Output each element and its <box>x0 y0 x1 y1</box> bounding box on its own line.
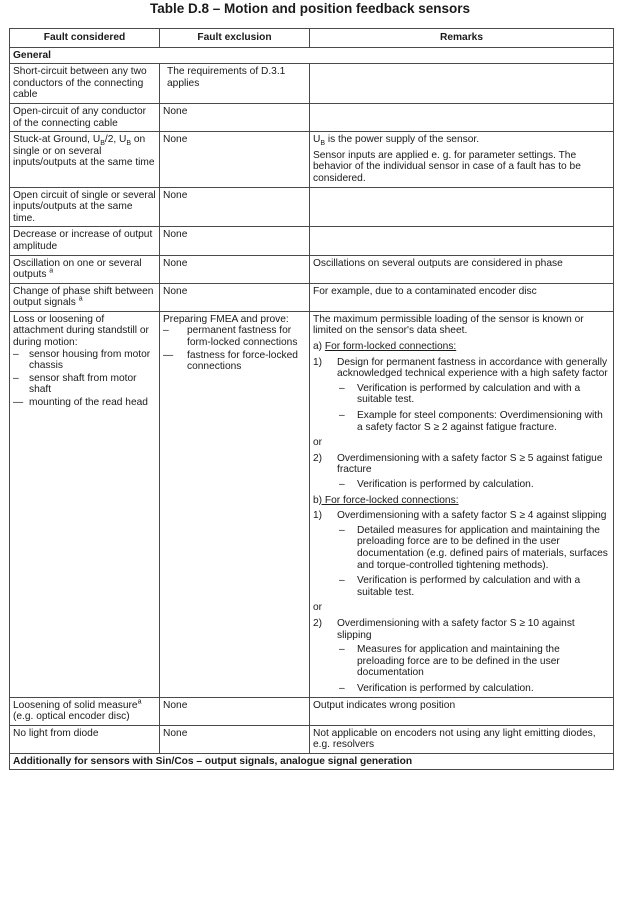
numbered-item <box>313 510 610 522</box>
fault-cell: Decrease or increase of output amplitude <box>10 227 160 255</box>
numbered-item <box>313 453 610 476</box>
list-item-text: permanent fastness for form-locked connections <box>187 325 298 349</box>
remarks-cell <box>310 227 614 255</box>
exclusion-cell: None <box>160 227 310 255</box>
dash-marker: — <box>13 397 24 409</box>
list-item <box>13 349 156 372</box>
table-row-open-circuit <box>10 103 614 131</box>
list-item-text: fastness for force-locked connections <box>187 349 298 373</box>
list-item <box>163 325 306 348</box>
dash-marker: – <box>339 644 345 656</box>
remarks-cell: Output indicates wrong position <box>310 697 614 725</box>
fault-cell <box>10 283 160 311</box>
remarks-cell <box>310 187 614 227</box>
fault-text: Stuck-at Ground, U <box>13 134 101 146</box>
item-number: 2) <box>313 452 323 464</box>
remarks-cell <box>310 132 614 187</box>
fault-text: on single or on several inputs/outputs at the same time <box>13 134 155 169</box>
dash-item <box>337 683 610 695</box>
table-title: Table D.8 – Motion and position feedback sensors <box>149 1 471 16</box>
section-row-general <box>10 47 614 64</box>
exclusion-cell: None <box>160 697 310 725</box>
table-row-loosening <box>10 311 614 697</box>
fault-cell: Short-circuit between any two conductors of the connecting cable <box>10 64 160 104</box>
remarks-cell: For example, due to a contaminated encoder disc <box>310 283 614 311</box>
list-item-text: mounting of the read head <box>29 397 148 409</box>
fault-cell: No light from diode <box>10 725 160 753</box>
dash-text: Measures for application and maintaining the preloading force are to be defined in the user documentation <box>357 644 560 679</box>
table-row-open-single <box>10 187 614 227</box>
dash-item <box>337 525 610 571</box>
list-item <box>13 373 156 396</box>
fault-intro: Loss or loosening of attachment during standstill or during motion: <box>13 313 149 349</box>
fault-text: Change of phase shift between output signals <box>13 285 154 309</box>
item-number: 1) <box>313 356 323 368</box>
remark-text: U <box>313 134 321 146</box>
remarks-cell: Oscillations on several outputs are considered in phase <box>310 255 614 283</box>
dash-text: Verification is performed by calculation. <box>357 479 534 490</box>
dash-item <box>337 644 610 679</box>
subscript: B <box>320 140 326 148</box>
item-text: Overdimensioning with a safety factor S ≥ 10 against slipping <box>337 617 575 641</box>
dash-marker: – <box>339 682 345 694</box>
item-text: Design for permanent fastness in accordance with generally acknowledged technical experience with a high safety factor <box>337 356 608 380</box>
exclusion-cell: None <box>160 255 310 283</box>
fault-cell <box>10 132 160 187</box>
exclusion-intro: Preparing FMEA and prove: <box>163 313 289 325</box>
section-row-additional <box>10 753 614 770</box>
header-fault-exclusion: Fault exclusion <box>160 29 310 48</box>
exclusion-cell: None <box>160 283 310 311</box>
exclusion-cell: None <box>160 132 310 187</box>
dash-marker: – <box>13 372 19 384</box>
table-row-phase-shift <box>10 283 614 311</box>
table-row-short-circuit <box>10 64 614 104</box>
dash-text: Detailed measures for application and maintaining the preloading force are to be defined in the user documentation (e.g. defined pairs of materials, surfaces and torque-controlled tightening methods). <box>357 524 608 571</box>
item-number: 2) <box>313 617 323 629</box>
heading-label: a) <box>313 341 325 353</box>
dash-item <box>337 575 610 598</box>
item-number: 1) <box>313 510 323 522</box>
remarks-cell: Not applicable on encoders not using any light emitting diodes, e.g. resolvers <box>310 725 614 753</box>
table-row-stuck-at <box>10 132 614 187</box>
header-remarks: Remarks <box>310 29 614 48</box>
remark-heading-a <box>313 341 610 353</box>
dash-text: Example for steel components: Overdimensioning with a safety factor S ≥ 2 against fatigue fracture. <box>357 410 603 433</box>
heading-text: ) For force-locked connections: <box>318 494 459 506</box>
or-text: or <box>313 437 323 449</box>
remark-text: is the power supply of the sensor. <box>325 134 480 146</box>
dash-marker: – <box>339 524 345 536</box>
footnote-marker: a <box>49 267 54 275</box>
footnote-marker: a <box>78 295 83 303</box>
table-row-solid-measure <box>10 697 614 725</box>
remark-heading-b <box>313 495 610 507</box>
header-fault-considered: Fault considered <box>10 29 160 48</box>
exclusion-cell: The requirements of D.3.1 applies <box>160 64 310 104</box>
table-row-no-light <box>10 725 614 753</box>
item-text: Overdimensioning with a safety factor S ≥ 5 against fatigue fracture <box>337 452 603 476</box>
subscript: B <box>100 140 105 148</box>
or-text: or <box>313 602 323 614</box>
exclusion-cell: None <box>160 725 310 753</box>
header-row <box>10 29 614 48</box>
heading-text: For form-locked connections: <box>324 341 457 353</box>
dash-marker: – <box>339 382 345 394</box>
list-item <box>163 350 306 373</box>
list-item-text: sensor shaft from motor shaft <box>29 372 137 396</box>
list-item <box>13 397 156 409</box>
fault-text: Oscillation on one or several outputs <box>13 257 142 281</box>
fault-cell: Open circuit of single or several inputs/outputs at the same time. <box>10 187 160 227</box>
remarks-cell <box>310 64 614 104</box>
dash-item <box>337 383 610 406</box>
heading-label: b <box>313 494 319 506</box>
dash-text: Verification is performed by calculation and with a suitable test. <box>357 575 581 598</box>
subscript: B <box>126 140 132 148</box>
fault-cell <box>10 697 160 725</box>
fault-text: Loosening of solid measure <box>13 699 138 711</box>
section-general: General <box>10 47 614 64</box>
dash-text: Verification is performed by calculation. <box>357 682 534 694</box>
fault-cell: Open-circuit of any conductor of the connecting cable <box>10 103 160 131</box>
remark-paragraph: The maximum permissible loading of the sensor is known or limited on the sensor's data sheet. <box>313 313 584 337</box>
remarks-cell <box>310 103 614 131</box>
remarks-cell <box>310 311 614 697</box>
section-additional: Additionally for sensors with Sin/Cos – output signals, analogue signal generation <box>10 753 614 770</box>
dash-marker: – <box>13 348 19 360</box>
list-item-text: sensor housing from motor chassis <box>29 348 151 372</box>
fault-cell <box>10 255 160 283</box>
footnote-marker: a <box>137 698 142 706</box>
numbered-item <box>313 618 610 641</box>
exclusion-cell: None <box>160 187 310 227</box>
table-row-amplitude <box>10 227 614 255</box>
exclusion-cell <box>160 311 310 697</box>
numbered-item <box>313 357 610 380</box>
fault-text: (e.g. optical encoder disc) <box>13 711 130 723</box>
dash-marker: – <box>339 479 345 490</box>
fault-table <box>9 28 614 770</box>
dash-text: Verification is performed by calculation and with a suitable test. <box>357 382 581 406</box>
fault-text: /2, U <box>104 134 127 146</box>
dash-item <box>337 479 610 491</box>
item-text: Overdimensioning with a safety factor S ≥ 4 against slipping <box>337 510 607 522</box>
remark-paragraph <box>313 134 610 146</box>
dash-item <box>337 410 610 433</box>
fault-cell <box>10 311 160 697</box>
dash-marker: – <box>163 325 169 337</box>
exclusion-cell: None <box>160 103 310 131</box>
table-row-oscillation <box>10 255 614 283</box>
dash-marker: – <box>339 410 345 422</box>
dash-marker: — <box>163 349 174 361</box>
dash-marker: – <box>339 575 345 587</box>
remark-paragraph: Sensor inputs are applied e. g. for parameter settings. The behavior of the individual sensor in case of a fault has to be considered. <box>313 149 581 184</box>
